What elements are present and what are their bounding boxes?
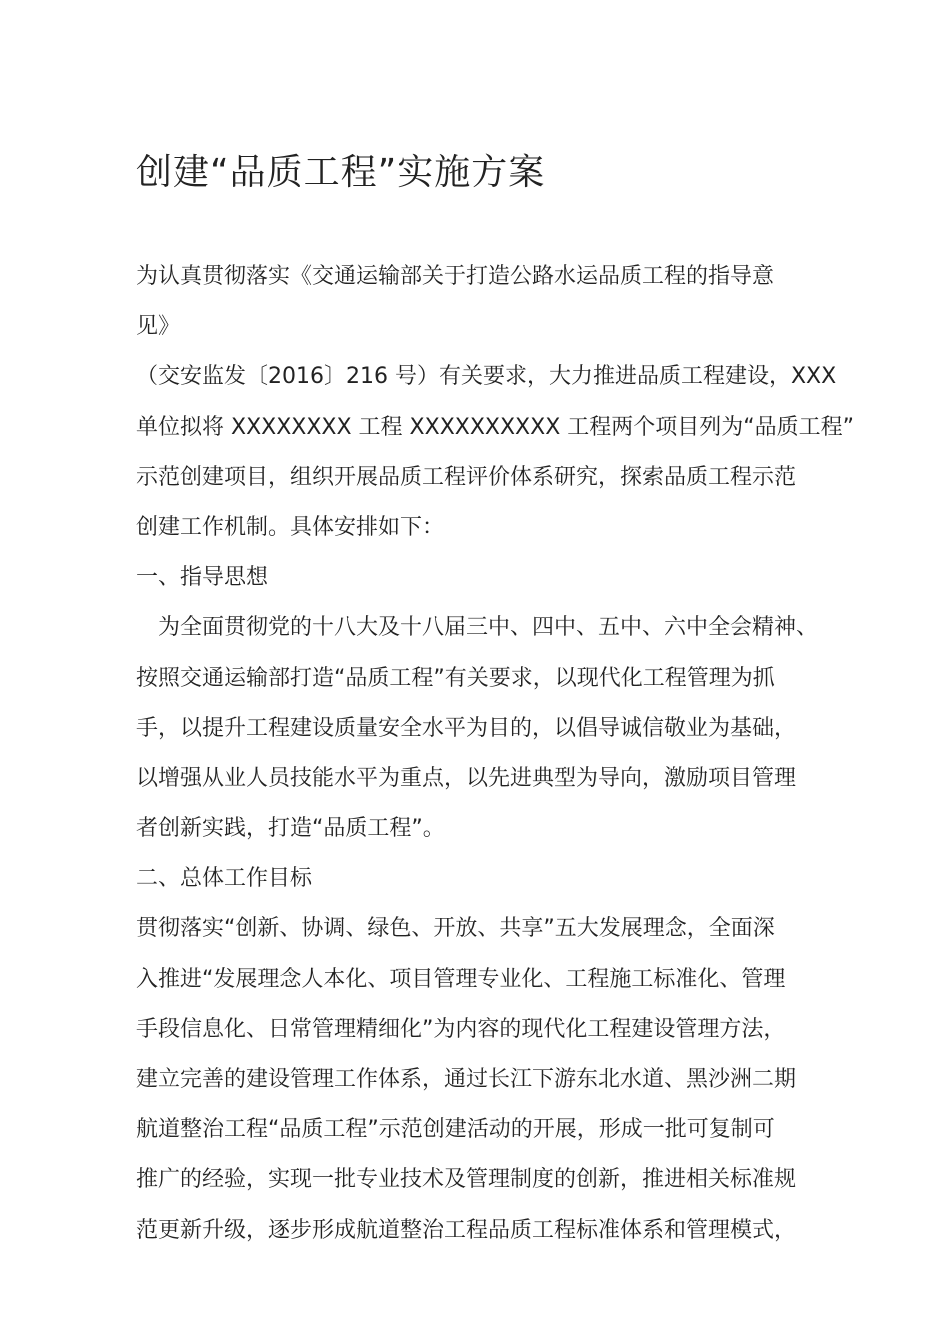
- body-line-12: 者创新实践，打造“品质工程”。: [136, 816, 445, 842]
- section-heading-1: 一、指导思想: [136, 565, 269, 591]
- body-line-8: 为全面贯彻党的十八大及十八届三中、四中、五中、六中全会精神、: [136, 615, 819, 641]
- body-line-1: 为认真贯彻落实《交通运输部关于打造公路水运品质工程的指导意: [136, 264, 775, 289]
- body-line-6: 创建工作机制。具体安排如下：: [136, 514, 445, 540]
- body-line-17: 建立完善的建设管理工作体系，通过长江下游东北水道、黑沙洲二期: [136, 1067, 797, 1092]
- body-line-9: 按照交通运输部打造“品质工程”有关要求，以现代化工程管理为抓: [136, 665, 775, 691]
- body-line-18: 航道整治工程“品质工程”示范创建活动的开展，形成一批可复制可: [136, 1117, 775, 1143]
- document-body: [136, 252, 856, 1256]
- body-line-14: 贯彻落实“创新、协调、绿色、开放、共享”五大发展理念，全面深: [136, 916, 775, 942]
- body-line-15: 入推进“发展理念人本化、项目管理专业化、工程施工标准化、管理: [136, 966, 786, 992]
- body-line-4: 单位拟将 XXXXXXXX 工程 XXXXXXXXXX 工程两个项目列为“品质工程”: [136, 414, 855, 440]
- body-line-2: 见》: [136, 314, 181, 340]
- body-line-19: 推广的经验，实现一批专业技术及管理制度的创新，推进相关标准规: [136, 1167, 797, 1193]
- body-line-3: （交安监发〔2016〕216 号）有关要求，大力推进品质工程建设，XXX: [136, 364, 837, 390]
- body-line-11: 以增强从业人员技能水平为重点，以先进典型为导向，激励项目管理: [136, 765, 797, 791]
- body-line-16: 手段信息化、日常管理精细化”为内容的现代化工程建设管理方法，: [136, 1016, 786, 1042]
- section-heading-2: 二、总体工作目标: [136, 866, 313, 892]
- body-line-5: 示范创建项目，组织开展品质工程评价体系研究，探索品质工程示范: [136, 464, 797, 490]
- document-title: 创建“品质工程”实施方案: [136, 152, 546, 193]
- body-line-10: 手，以提升工程建设质量安全水平为目的，以倡导诚信敬业为基础，: [136, 715, 797, 741]
- body-line-20: 范更新升级，逐步形成航道整治工程品质工程标准体系和管理模式，: [136, 1217, 797, 1243]
